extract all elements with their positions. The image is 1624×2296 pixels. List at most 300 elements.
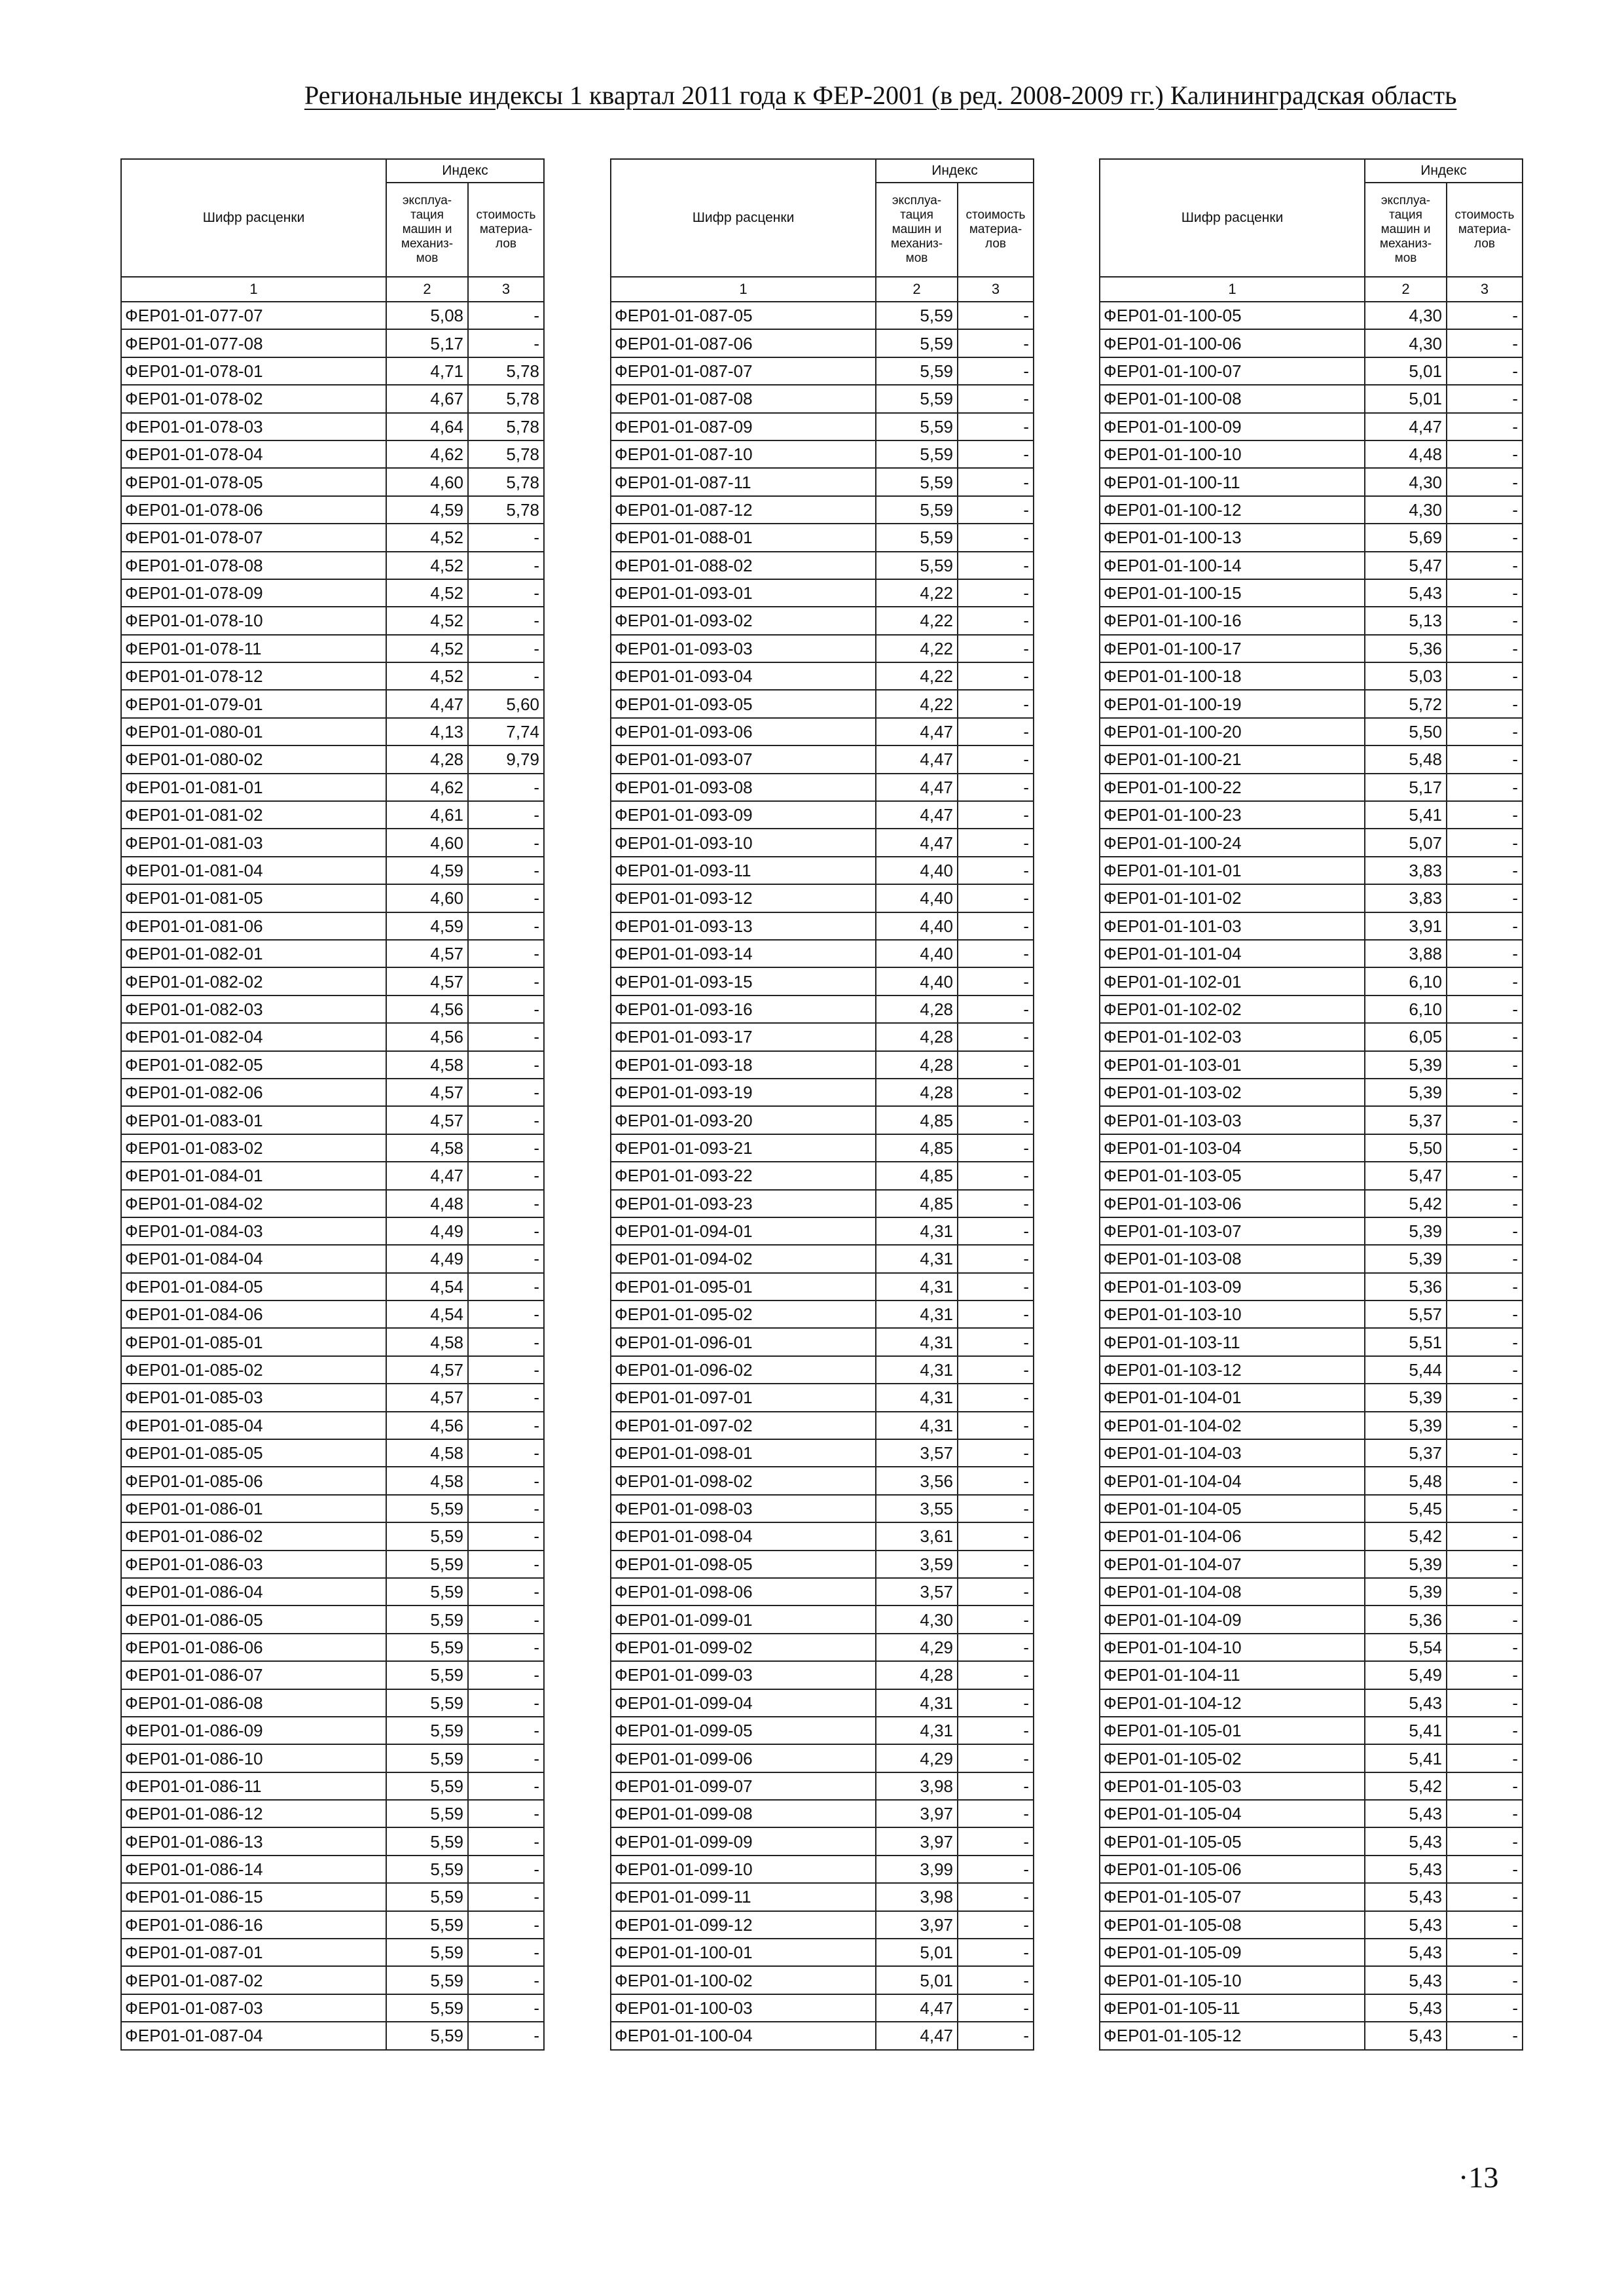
table-row xyxy=(611,745,1034,773)
machines-index-cell: 3,83 xyxy=(1365,884,1447,912)
rate-code-cell: ФЕР01-01-104-10 xyxy=(1100,1634,1365,1661)
machines-index-cell: 6,05 xyxy=(1365,1023,1447,1050)
machines-index-cell: 4,58 xyxy=(386,1439,468,1467)
materials-index-cell: 5,78 xyxy=(468,385,544,412)
machines-index-cell: 4,57 xyxy=(386,1384,468,1411)
rate-code-cell: ФЕР01-01-086-02 xyxy=(121,1522,386,1550)
materials-index-cell: - xyxy=(468,996,544,1023)
machines-index-cell: 4,30 xyxy=(1365,329,1447,357)
table-row xyxy=(611,1689,1034,1717)
machines-index-cell: 5,45 xyxy=(1365,1495,1447,1522)
machines-index-cell: 5,01 xyxy=(1365,357,1447,385)
rate-code-cell: ФЕР01-01-103-02 xyxy=(1100,1079,1365,1106)
rate-code-cell: ФЕР01-01-078-04 xyxy=(121,440,386,468)
rate-code-cell: ФЕР01-01-098-02 xyxy=(611,1467,876,1494)
rate-code-cell: ФЕР01-01-105-02 xyxy=(1100,1744,1365,1772)
table-row xyxy=(1100,1023,1523,1050)
materials-index-cell: - xyxy=(958,579,1034,607)
materials-index-cell: - xyxy=(468,1412,544,1439)
table-row xyxy=(121,1551,544,1578)
rate-code-cell: ФЕР01-01-094-01 xyxy=(611,1217,876,1245)
header-machines: эксплуа- тация машин и механиз- мов xyxy=(386,183,468,277)
materials-index-cell: - xyxy=(1447,635,1523,662)
table-row xyxy=(121,2022,544,2049)
materials-index-cell: - xyxy=(958,1939,1034,1966)
rate-code-cell: ФЕР01-01-087-06 xyxy=(611,329,876,357)
machines-index-cell: 4,57 xyxy=(386,967,468,995)
materials-index-cell: - xyxy=(958,1772,1034,1800)
machines-index-cell: 4,85 xyxy=(876,1134,958,1162)
materials-index-cell: - xyxy=(468,1689,544,1717)
table-row xyxy=(1100,1300,1523,1328)
materials-index-cell: - xyxy=(1447,1911,1523,1939)
rate-code-cell: ФЕР01-01-099-12 xyxy=(611,1911,876,1939)
rate-code-cell: ФЕР01-01-086-03 xyxy=(121,1551,386,1578)
rate-code-cell: ФЕР01-01-100-19 xyxy=(1100,690,1365,717)
machines-index-cell: 4,71 xyxy=(386,357,468,385)
materials-index-cell: - xyxy=(1447,1273,1523,1300)
machines-index-cell: 5,50 xyxy=(1365,1134,1447,1162)
rate-code-cell: ФЕР01-01-100-08 xyxy=(1100,385,1365,412)
rate-code-cell: ФЕР01-01-103-09 xyxy=(1100,1273,1365,1300)
rate-code-cell: ФЕР01-01-093-14 xyxy=(611,940,876,967)
table-row xyxy=(1100,1162,1523,1189)
machines-index-cell: 5,59 xyxy=(876,357,958,385)
materials-index-cell: - xyxy=(958,1134,1034,1162)
rate-code-cell: ФЕР01-01-093-23 xyxy=(611,1190,876,1217)
materials-index-cell: - xyxy=(958,302,1034,329)
machines-index-cell: 4,59 xyxy=(386,496,468,524)
table-row xyxy=(611,1495,1034,1522)
machines-index-cell: 4,28 xyxy=(876,1051,958,1079)
materials-index-cell: - xyxy=(958,1911,1034,1939)
rate-code-cell: ФЕР01-01-081-04 xyxy=(121,857,386,884)
rate-code-cell: ФЕР01-01-103-11 xyxy=(1100,1328,1365,1355)
rate-code-cell: ФЕР01-01-099-05 xyxy=(611,1717,876,1744)
materials-index-cell: - xyxy=(468,1051,544,1079)
machines-index-cell: 4,30 xyxy=(1365,302,1447,329)
materials-index-cell: - xyxy=(1447,552,1523,579)
table-row xyxy=(121,1772,544,1800)
table-row xyxy=(121,690,544,717)
machines-index-cell: 4,58 xyxy=(386,1328,468,1355)
table-row xyxy=(121,635,544,662)
machines-index-cell: 5,43 xyxy=(1365,1689,1447,1717)
table-row xyxy=(1100,857,1523,884)
table-row xyxy=(121,1495,544,1522)
table-row xyxy=(611,496,1034,524)
machines-index-cell: 4,85 xyxy=(876,1162,958,1189)
table-row xyxy=(611,1162,1034,1189)
materials-index-cell: - xyxy=(468,579,544,607)
machines-index-cell: 3,97 xyxy=(876,1911,958,1939)
table-row xyxy=(121,1412,544,1439)
rate-code-cell: ФЕР01-01-086-16 xyxy=(121,1911,386,1939)
table-row xyxy=(611,1356,1034,1384)
materials-index-cell: - xyxy=(1447,496,1523,524)
rate-code-cell: ФЕР01-01-099-08 xyxy=(611,1800,876,1827)
rate-code-cell: ФЕР01-01-101-03 xyxy=(1100,912,1365,940)
rate-code-cell: ФЕР01-01-093-09 xyxy=(611,801,876,829)
rate-code-cell: ФЕР01-01-085-01 xyxy=(121,1328,386,1355)
table-row xyxy=(611,1328,1034,1355)
table-row xyxy=(121,774,544,801)
table-row xyxy=(611,329,1034,357)
rate-code-cell: ФЕР01-01-100-07 xyxy=(1100,357,1365,385)
rate-code-cell: ФЕР01-01-098-04 xyxy=(611,1522,876,1550)
machines-index-cell: 5,59 xyxy=(876,329,958,357)
header-column-number: 2 xyxy=(876,277,958,302)
machines-index-cell: 5,59 xyxy=(386,1883,468,1910)
materials-index-cell: - xyxy=(958,718,1034,745)
materials-index-cell: - xyxy=(1447,1162,1523,1189)
materials-index-cell: - xyxy=(1447,524,1523,551)
machines-index-cell: 4,31 xyxy=(876,1300,958,1328)
machines-index-cell: 4,47 xyxy=(386,1162,468,1189)
materials-index-cell: - xyxy=(468,1356,544,1384)
machines-index-cell: 5,59 xyxy=(386,2022,468,2049)
machines-index-cell: 5,57 xyxy=(1365,1300,1447,1328)
rate-code-cell: ФЕР01-01-081-01 xyxy=(121,774,386,801)
rate-code-cell: ФЕР01-01-100-13 xyxy=(1100,524,1365,551)
machines-index-cell: 3,55 xyxy=(876,1495,958,1522)
materials-index-cell: - xyxy=(1447,2022,1523,2049)
rate-code-cell: ФЕР01-01-082-06 xyxy=(121,1079,386,1106)
machines-index-cell: 4,54 xyxy=(386,1300,468,1328)
materials-index-cell: - xyxy=(958,1273,1034,1300)
table-row xyxy=(611,912,1034,940)
materials-index-cell: - xyxy=(958,1883,1034,1910)
materials-index-cell: - xyxy=(468,662,544,690)
rate-code-cell: ФЕР01-01-100-18 xyxy=(1100,662,1365,690)
table-row xyxy=(1100,1911,1523,1939)
materials-index-cell: - xyxy=(468,1717,544,1744)
materials-index-cell: - xyxy=(468,1551,544,1578)
rate-code-cell: ФЕР01-01-084-04 xyxy=(121,1245,386,1272)
table-row xyxy=(121,1800,544,1827)
table-row xyxy=(1100,1273,1523,1300)
rate-code-cell: ФЕР01-01-105-12 xyxy=(1100,2022,1365,2049)
header-code: Шифр расценки xyxy=(1100,159,1365,277)
materials-index-cell: - xyxy=(1447,1856,1523,1883)
rate-code-cell: ФЕР01-01-105-10 xyxy=(1100,1966,1365,1994)
table-row xyxy=(611,1134,1034,1162)
materials-index-cell: - xyxy=(1447,1217,1523,1245)
table-row xyxy=(121,1689,544,1717)
machines-index-cell: 5,59 xyxy=(386,1939,468,1966)
table-row xyxy=(611,801,1034,829)
materials-index-cell: 5,78 xyxy=(468,440,544,468)
rate-code-cell: ФЕР01-01-078-05 xyxy=(121,468,386,495)
table-row xyxy=(611,1634,1034,1661)
materials-index-cell: - xyxy=(958,2022,1034,2049)
machines-index-cell: 5,59 xyxy=(386,1994,468,2022)
rate-code-cell: ФЕР01-01-105-06 xyxy=(1100,1856,1365,1883)
table-row xyxy=(121,1079,544,1106)
machines-index-cell: 4,31 xyxy=(876,1273,958,1300)
rate-code-cell: ФЕР01-01-082-03 xyxy=(121,996,386,1023)
materials-index-cell: - xyxy=(958,1605,1034,1633)
table-row xyxy=(121,1522,544,1550)
materials-index-cell: - xyxy=(1447,829,1523,856)
machines-index-cell: 3,59 xyxy=(876,1551,958,1578)
rate-code-cell: ФЕР01-01-100-16 xyxy=(1100,607,1365,634)
header-column-number: 2 xyxy=(386,277,468,302)
machines-index-cell: 4,40 xyxy=(876,857,958,884)
machines-index-cell: 4,47 xyxy=(876,774,958,801)
rate-code-cell: ФЕР01-01-086-12 xyxy=(121,1800,386,1827)
rate-code-cell: ФЕР01-01-082-02 xyxy=(121,967,386,995)
machines-index-cell: 5,42 xyxy=(1365,1190,1447,1217)
rate-code-cell: ФЕР01-01-105-09 xyxy=(1100,1939,1365,1966)
machines-index-cell: 4,56 xyxy=(386,996,468,1023)
machines-index-cell: 4,31 xyxy=(876,1412,958,1439)
table-row xyxy=(611,413,1034,440)
machines-index-cell: 4,22 xyxy=(876,579,958,607)
table-row xyxy=(1100,1994,1523,2022)
table-row xyxy=(1100,1079,1523,1106)
materials-index-cell: - xyxy=(468,1273,544,1300)
table-row xyxy=(121,912,544,940)
rate-code-cell: ФЕР01-01-086-08 xyxy=(121,1689,386,1717)
header-column-number: 1 xyxy=(611,277,876,302)
machines-index-cell: 5,59 xyxy=(876,552,958,579)
machines-index-cell: 5,43 xyxy=(1365,579,1447,607)
rate-code-cell: ФЕР01-01-100-20 xyxy=(1100,718,1365,745)
materials-index-cell: - xyxy=(958,1023,1034,1050)
machines-index-cell: 4,48 xyxy=(1365,440,1447,468)
rate-code-cell: ФЕР01-01-104-05 xyxy=(1100,1495,1365,1522)
materials-index-cell: - xyxy=(468,607,544,634)
materials-index-cell: - xyxy=(958,1966,1034,1994)
rate-code-cell: ФЕР01-01-083-02 xyxy=(121,1134,386,1162)
rate-code-cell: ФЕР01-01-104-01 xyxy=(1100,1384,1365,1411)
materials-index-cell: - xyxy=(1447,1384,1523,1411)
rate-code-cell: ФЕР01-01-093-15 xyxy=(611,967,876,995)
materials-index-cell: - xyxy=(468,1300,544,1328)
machines-index-cell: 5,42 xyxy=(1365,1522,1447,1550)
header-index: Индекс xyxy=(386,159,544,183)
machines-index-cell: 5,59 xyxy=(876,413,958,440)
table-row xyxy=(611,1106,1034,1134)
table-row xyxy=(611,385,1034,412)
machines-index-cell: 5,43 xyxy=(1365,1939,1447,1966)
table-row xyxy=(1100,1800,1523,1827)
materials-index-cell: - xyxy=(1447,1939,1523,1966)
table-row xyxy=(1100,1106,1523,1134)
rate-code-cell: ФЕР01-01-084-03 xyxy=(121,1217,386,1245)
table-row xyxy=(121,940,544,967)
header-index: Индекс xyxy=(1365,159,1523,183)
materials-index-cell: - xyxy=(468,1245,544,1272)
rate-code-cell: ФЕР01-01-078-03 xyxy=(121,413,386,440)
materials-index-cell: - xyxy=(1447,884,1523,912)
table-row xyxy=(121,996,544,1023)
machines-index-cell: 5,37 xyxy=(1365,1106,1447,1134)
machines-index-cell: 5,39 xyxy=(1365,1245,1447,1272)
materials-index-cell: - xyxy=(468,940,544,967)
machines-index-cell: 4,52 xyxy=(386,579,468,607)
rate-code-cell: ФЕР01-01-086-15 xyxy=(121,1883,386,1910)
materials-index-cell: - xyxy=(468,2022,544,2049)
rate-code-cell: ФЕР01-01-099-09 xyxy=(611,1827,876,1855)
rate-code-cell: ФЕР01-01-082-05 xyxy=(121,1051,386,1079)
rate-code-cell: ФЕР01-01-087-08 xyxy=(611,385,876,412)
machines-index-cell: 5,43 xyxy=(1365,1883,1447,1910)
header-column-number: 2 xyxy=(1365,277,1447,302)
table-row xyxy=(1100,1495,1523,1522)
machines-index-cell: 5,59 xyxy=(386,1634,468,1661)
rate-code-cell: ФЕР01-01-093-12 xyxy=(611,884,876,912)
rate-code-cell: ФЕР01-01-102-01 xyxy=(1100,967,1365,995)
machines-index-cell: 4,31 xyxy=(876,1689,958,1717)
machines-index-cell: 4,48 xyxy=(386,1190,468,1217)
rate-code-cell: ФЕР01-01-100-12 xyxy=(1100,496,1365,524)
table-row xyxy=(611,829,1034,856)
table-row xyxy=(121,1661,544,1689)
rate-code-cell: ФЕР01-01-098-05 xyxy=(611,1551,876,1578)
machines-index-cell: 4,31 xyxy=(876,1384,958,1411)
rate-code-cell: ФЕР01-01-093-01 xyxy=(611,579,876,607)
machines-index-cell: 5,59 xyxy=(386,1772,468,1800)
materials-index-cell: 5,78 xyxy=(468,468,544,495)
table-row xyxy=(121,1467,544,1494)
rate-code-cell: ФЕР01-01-100-03 xyxy=(611,1994,876,2022)
machines-index-cell: 5,39 xyxy=(1365,1079,1447,1106)
table-row xyxy=(121,1605,544,1633)
table-row xyxy=(1100,774,1523,801)
rate-code-cell: ФЕР01-01-100-24 xyxy=(1100,829,1365,856)
table-row xyxy=(121,1245,544,1272)
table-row xyxy=(611,718,1034,745)
machines-index-cell: 4,59 xyxy=(386,857,468,884)
rate-code-cell: ФЕР01-01-086-07 xyxy=(121,1661,386,1689)
machines-index-cell: 5,59 xyxy=(386,1522,468,1550)
table-row xyxy=(121,1162,544,1189)
index-table xyxy=(1099,158,1523,2051)
machines-index-cell: 4,22 xyxy=(876,607,958,634)
table-row xyxy=(1100,635,1523,662)
machines-index-cell: 3,88 xyxy=(1365,940,1447,967)
rate-code-cell: ФЕР01-01-100-01 xyxy=(611,1939,876,1966)
rate-code-cell: ФЕР01-01-096-01 xyxy=(611,1328,876,1355)
table-row xyxy=(121,1634,544,1661)
machines-index-cell: 5,43 xyxy=(1365,1994,1447,2022)
table-row xyxy=(611,1939,1034,1966)
materials-index-cell: - xyxy=(958,857,1034,884)
materials-index-cell: - xyxy=(958,357,1034,385)
materials-index-cell: - xyxy=(958,1079,1034,1106)
rate-code-cell: ФЕР01-01-086-04 xyxy=(121,1578,386,1605)
table-row xyxy=(1100,552,1523,579)
machines-index-cell: 5,49 xyxy=(1365,1661,1447,1689)
rate-code-cell: ФЕР01-01-081-05 xyxy=(121,884,386,912)
index-table-block-2 xyxy=(610,158,1034,2051)
machines-index-cell: 5,39 xyxy=(1365,1051,1447,1079)
machines-index-cell: 5,72 xyxy=(1365,690,1447,717)
table-row xyxy=(611,468,1034,495)
table-row xyxy=(1100,1883,1523,1910)
table-row xyxy=(611,1190,1034,1217)
rate-code-cell: ФЕР01-01-079-01 xyxy=(121,690,386,717)
table-row xyxy=(611,1522,1034,1550)
materials-index-cell: - xyxy=(468,774,544,801)
machines-index-cell: 5,59 xyxy=(386,1689,468,1717)
materials-index-cell: - xyxy=(468,635,544,662)
table-row xyxy=(121,1744,544,1772)
materials-index-cell: - xyxy=(468,302,544,329)
table-row xyxy=(121,1384,544,1411)
rate-code-cell: ФЕР01-01-100-02 xyxy=(611,1966,876,1994)
header-column-number: 3 xyxy=(468,277,544,302)
table-row xyxy=(121,1134,544,1162)
materials-index-cell: 7,74 xyxy=(468,718,544,745)
materials-index-cell: - xyxy=(958,413,1034,440)
machines-index-cell: 5,54 xyxy=(1365,1634,1447,1661)
materials-index-cell: - xyxy=(1447,1634,1523,1661)
materials-index-cell: - xyxy=(1447,413,1523,440)
rate-code-cell: ФЕР01-01-101-02 xyxy=(1100,884,1365,912)
machines-index-cell: 3,83 xyxy=(1365,857,1447,884)
machines-index-cell: 4,47 xyxy=(386,690,468,717)
machines-index-cell: 4,30 xyxy=(876,1605,958,1633)
machines-index-cell: 4,31 xyxy=(876,1245,958,1272)
table-row xyxy=(121,1106,544,1134)
table-row xyxy=(611,1578,1034,1605)
table-row xyxy=(121,440,544,468)
materials-index-cell: - xyxy=(468,1079,544,1106)
materials-index-cell: 5,78 xyxy=(468,357,544,385)
machines-index-cell: 4,31 xyxy=(876,1717,958,1744)
machines-index-cell: 4,60 xyxy=(386,884,468,912)
materials-index-cell: - xyxy=(1447,745,1523,773)
table-row xyxy=(1100,1384,1523,1411)
rate-code-cell: ФЕР01-01-086-13 xyxy=(121,1827,386,1855)
machines-index-cell: 5,43 xyxy=(1365,1800,1447,1827)
machines-index-cell: 5,59 xyxy=(386,1911,468,1939)
machines-index-cell: 3,57 xyxy=(876,1439,958,1467)
rate-code-cell: ФЕР01-01-101-01 xyxy=(1100,857,1365,884)
table-row xyxy=(1100,1190,1523,1217)
rate-code-cell: ФЕР01-01-100-11 xyxy=(1100,468,1365,495)
materials-index-cell: - xyxy=(958,1190,1034,1217)
materials-index-cell: - xyxy=(1447,1328,1523,1355)
rate-code-cell: ФЕР01-01-085-04 xyxy=(121,1412,386,1439)
rate-code-cell: ФЕР01-01-102-03 xyxy=(1100,1023,1365,1050)
table-row xyxy=(121,1190,544,1217)
table-row xyxy=(121,1328,544,1355)
rate-code-cell: ФЕР01-01-078-10 xyxy=(121,607,386,634)
rate-code-cell: ФЕР01-01-098-06 xyxy=(611,1578,876,1605)
rate-code-cell: ФЕР01-01-084-06 xyxy=(121,1300,386,1328)
materials-index-cell: - xyxy=(468,1827,544,1855)
materials-index-cell: - xyxy=(1447,1356,1523,1384)
machines-index-cell: 4,58 xyxy=(386,1134,468,1162)
table-row xyxy=(121,718,544,745)
machines-index-cell: 5,69 xyxy=(1365,524,1447,551)
table-row xyxy=(121,607,544,634)
machines-index-cell: 5,59 xyxy=(876,385,958,412)
machines-index-cell: 4,58 xyxy=(386,1051,468,1079)
header-materials: стоимость материа- лов xyxy=(1447,183,1523,277)
materials-index-cell: - xyxy=(1447,1245,1523,1272)
machines-index-cell: 4,64 xyxy=(386,413,468,440)
table-row xyxy=(611,940,1034,967)
table-row xyxy=(1100,440,1523,468)
machines-index-cell: 4,22 xyxy=(876,635,958,662)
materials-index-cell: - xyxy=(468,1495,544,1522)
table-row xyxy=(1100,718,1523,745)
